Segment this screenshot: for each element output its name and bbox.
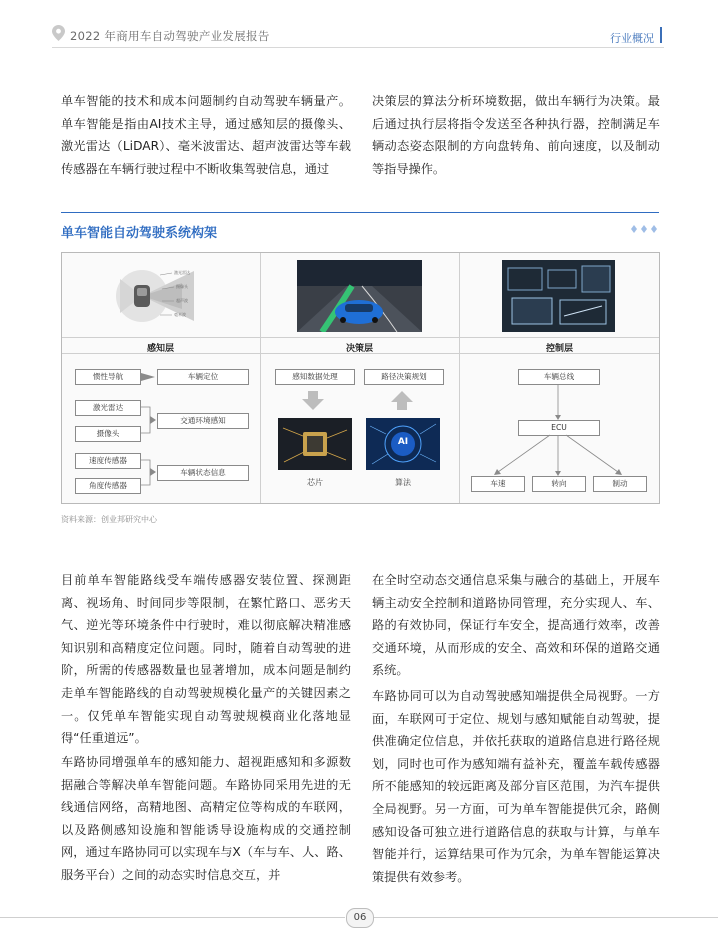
steering-box: 转向 [532, 476, 586, 492]
pin-icon [52, 25, 65, 41]
body-left-paragraph-2: 车路协同增强单车的感知能力、超视距感知和多源数据融合等解决单车智能问题。车路协同采用先进的无线通信网络，高精地图、高精定位等构成的车联网，以及路侧感知设施和智能诱导设施构成的交通控制网，通过车路协同可以实现车与X（车与车、人、路、服务平台）之间的动态实时信息交互，并 [61, 755, 351, 882]
chip-image [278, 418, 352, 470]
footer-divider [0, 917, 345, 918]
speed-sensor-box: 速度传感器 [75, 453, 141, 469]
vehicle-bus-box: 车辆总线 [518, 369, 600, 385]
sensor-label: 超声波 [176, 298, 188, 303]
intro-left-paragraph: 单车智能的技术和成本问题制约自动驾驶车辆量产。单车智能是指由AI技术主导，通过感知层的摄像头、激光雷达（LiDAR）、毫米波雷达、超声波雷达等车载传感器在车辆行驶过程中不断收集驾驶信息，通过 [61, 94, 351, 176]
report-title: 2022 年商用车自动驾驶产业发展报告 [70, 29, 270, 43]
decision-arrows [261, 383, 459, 413]
path-planning-box: 路径决策规划 [364, 369, 444, 385]
figure-top-rule [61, 212, 659, 213]
vehicle-positioning-box: 车辆定位 [157, 369, 249, 385]
section-name: 行业概况 [610, 32, 654, 45]
braking-box: 制动 [593, 476, 647, 492]
perception-arrows [62, 253, 260, 503]
page-number: 06 [346, 908, 374, 928]
control-arrows [460, 253, 659, 503]
body-right-paragraph-2: 车路协同可以为自动驾驶感知端提供全局视野。一方面，车联网可于定位、规划与感知赋能自动驾驶，提供准确定位信息，并依托获取的道路信息进行路径规划，同时也可作为感知端有益补充，覆盖车载传感器所不能感知的较远距离及部分盲区范围，为汽车提供全局视野。另一方面，可为单车智能提供冗余，路侧感知设备可独立进行道路信息的获取与计算，与单车智能并行，运算结果可作为冗余，为单车智能运算决策提供有效参考。 [372, 689, 660, 884]
algorithm-caption: 算法 [395, 478, 411, 487]
angle-sensor-box: 角度传感器 [75, 478, 141, 494]
decision-layer-label: 决策层 [345, 344, 373, 354]
ai-mark: AI [397, 437, 409, 447]
inertial-navigation-box: 惯性导航 [75, 369, 141, 385]
figure-title: 单车智能自动驾驶系统构架 [61, 226, 218, 241]
column-divider [260, 253, 261, 503]
sensor-label: 激光雷达 [174, 270, 190, 275]
perception-data-processing-box: 感知数据处理 [275, 369, 355, 385]
diamond-dots-icon [630, 224, 658, 234]
intro-right-paragraph: 决策层的算法分析环境数据，做出车辆行为决策。最后通过执行层将指令发送至各种执行器，控制满足车辆动态姿态限制的方向盘转角、前向速度，以及制动等指导操作。 [372, 94, 660, 176]
figure-source: 资料来源：创业邦研究中心 [61, 515, 157, 524]
sensor-label: 毫米波 [174, 312, 186, 317]
header-divider [52, 47, 664, 48]
camera-box: 摄像头 [75, 426, 141, 442]
road-car-image [297, 260, 422, 332]
speed-box: 车速 [471, 476, 525, 492]
perception-layer-label: 感知层 [146, 344, 174, 354]
ecu-box: ECU [518, 420, 600, 436]
traffic-environment-box: 交通环境感知 [157, 413, 249, 429]
footer-divider [374, 917, 718, 918]
body-left-paragraph-1: 目前单车智能路线受车端传感器安装位置、探测距离、视场角、时间同步等限制，在繁忙路口、恶劣天气、逆光等环境条件中行驶时，难以彻底解决精准感知识别和高精度定位问题。同时，随着自动驾驶的进阶，所需的传感器数量也显著增加，成本问题是制约走单车智能路线的自动驾驶规模化量产的关键因素之一。仅凭单车智能实现自动驾驶规模商业化落地显得“任重道远”。 [61, 573, 351, 746]
lidar-box: 激光雷达 [75, 400, 141, 416]
sensor-label: 摄像头 [176, 284, 188, 289]
architecture-diagram [61, 252, 660, 504]
control-layer-label: 控制层 [545, 344, 573, 354]
header-accent-bar [660, 27, 662, 43]
chip-caption: 芯片 [307, 478, 323, 487]
body-right-paragraph-1: 在全时空动态交通信息采集与融合的基础上，开展车辆主动安全控制和道路协同管理，充分实现人、车、路的有效协同，保证行车安全，提高通行效率，改善交通环境，从而形成的安全、高效和环保的道路交通系统。 [372, 573, 660, 678]
vehicle-status-box: 车辆状态信息 [157, 465, 249, 481]
